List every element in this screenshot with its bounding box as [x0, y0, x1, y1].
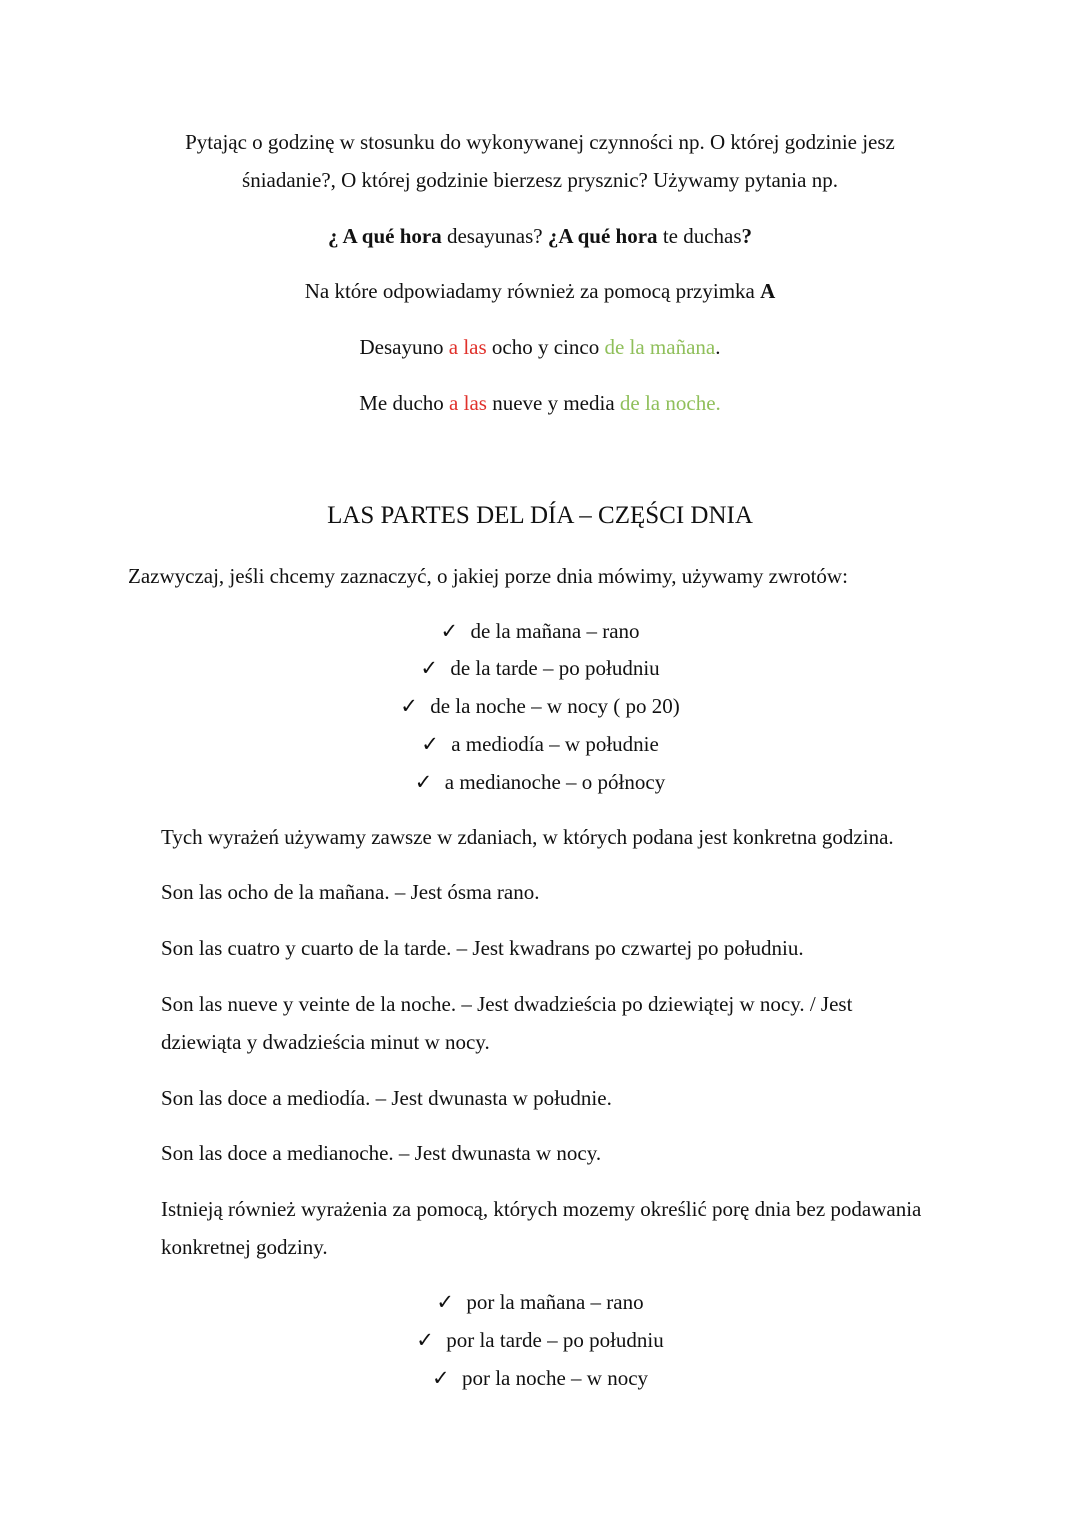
check-icon: ✓: [431, 1366, 450, 1390]
example-sentence-3b: dziewiąta y dwadzieścia minut w nocy.: [161, 1030, 490, 1054]
answer-intro-text: Na które odpowiadamy również za pomocą przyimka: [304, 279, 761, 303]
answer-intro: [0, 281, 1080, 302]
list-1-item: ✓ a medianoche – o północy: [414, 770, 666, 794]
list-1-item: ✓ a mediodía – w południe: [421, 732, 659, 756]
example-sentence-3a: Son las nueve y veinte de la noche. – Jest dwadzieścia po dziewiątej w nocy. / Jest: [161, 992, 853, 1016]
check-icon: ✓: [420, 656, 438, 680]
other-expressions-2: konkretnej godziny.: [161, 1235, 328, 1259]
answer-intro-bold: A: [760, 279, 776, 303]
section-title: LAS PARTES DEL DÍA – CZĘŚCI DNIA: [327, 502, 753, 529]
question-1-bold: ¿ A qué hora: [327, 224, 442, 248]
check-icon: ✓: [416, 1328, 434, 1352]
example-1-time: de la mañana: [604, 335, 716, 359]
example-sentence-2: Son las cuatro y cuarto de la tarde. – Jest kwadrans po czwartej po południu.: [161, 936, 804, 960]
example-sentence-5: Son las doce a medianoche. – Jest dwunasta w nocy.: [161, 1141, 602, 1165]
question-line: [0, 226, 1080, 247]
list-1-item: ✓ de la mañana – rano: [440, 619, 640, 643]
example-2-c: nueve y media: [486, 391, 620, 415]
check-icon: ✓: [421, 732, 439, 756]
example-1-c: ocho y cinco: [486, 335, 605, 359]
example-sentence-4: Son las doce a mediodía. – Jest dwunasta w południe.: [161, 1086, 612, 1110]
list-2-item: ✓ por la noche – w nocy: [431, 1366, 649, 1390]
example-2: [0, 393, 1080, 414]
check-icon: ✓: [414, 770, 433, 794]
question-2-end: ?: [741, 224, 753, 248]
example-2-prep: a las: [449, 391, 487, 415]
question-2-rest: te duchas: [657, 224, 742, 248]
question-1-rest: desayunas?: [441, 224, 548, 248]
example-1-e: .: [715, 335, 721, 359]
intro-line-2: śniadanie?, O której godzinie bierzesz prysznic? Używamy pytania np.: [242, 168, 838, 192]
list-1-item: ✓ de la noche – w nocy ( po 20): [400, 694, 680, 718]
list-1-item: ✓ de la tarde – po południu: [420, 656, 660, 680]
question-2-bold: ¿A qué hora: [547, 224, 658, 248]
list-2-item: ✓ por la mañana – rano: [436, 1290, 644, 1314]
section-intro: Zazwyczaj, jeśli chcemy zaznaczyć, o jakiej porze dnia mówimy, używamy zwrotów:: [128, 564, 848, 588]
example-1-prep: a las: [448, 335, 487, 359]
check-icon: ✓: [440, 619, 459, 643]
example-sentence-1: Son las ocho de la mañana. – Jest ósma rano.: [161, 880, 540, 904]
intro-line-1: Pytając o godzinę w stosunku do wykonywanej czynności np. O której godzinie jesz: [185, 130, 895, 154]
list-2-item: ✓ por la tarde – po południu: [416, 1328, 664, 1352]
usage-text: Tych wyrażeń używamy zawsze w zdaniach, w których podana jest konkretna godzina.: [161, 825, 894, 849]
example-2-a: Me ducho: [359, 391, 450, 415]
example-1: [0, 337, 1080, 358]
check-icon: ✓: [400, 694, 418, 718]
example-1-a: Desayuno: [359, 335, 449, 359]
check-icon: ✓: [436, 1290, 454, 1314]
example-2-time: de la noche.: [619, 391, 721, 415]
other-expressions-1: Istnieją również wyrażenia za pomocą, których mozemy określić porę dnia bez podawania: [161, 1197, 922, 1221]
